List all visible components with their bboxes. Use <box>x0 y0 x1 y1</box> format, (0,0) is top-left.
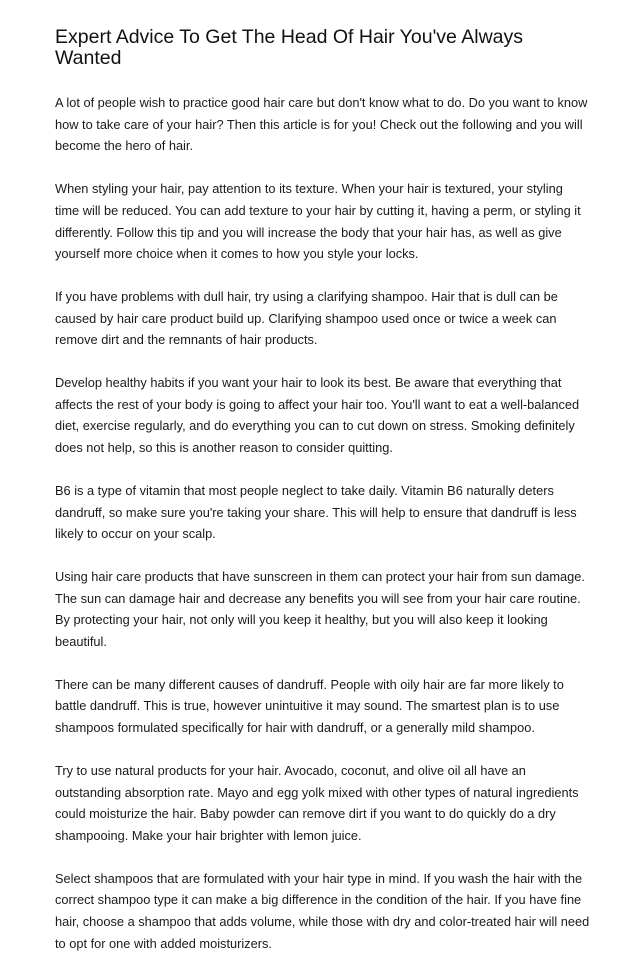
paragraph-clarifying-shampoo: If you have problems with dull hair, try using a clarifying shampoo. Hair that is dull can be caused by hair care product build up. Clarifying shampoo used once or twice a week can remove dirt and the remnants of hair products. <box>55 288 558 348</box>
paragraph-intro: A lot of people wish to practice good hair care but don't know what to do. Do you want to know how to take care of your hair? Then this article is for you! Check out the following and you will become the hero of hair. <box>55 95 588 154</box>
paragraph-vitamin-b6: B6 is a type of vitamin that most people neglect to take daily. Vitamin B6 naturally deters dandruff, so make sure you're taking your share. This will help to ensure that dandruff is less likely to occur on your scalp. <box>55 482 577 542</box>
paragraph-natural-products: Try to use natural products for your hair. Avocado, coconut, and olive oil all have an outstanding absorption rate. Mayo and egg yolk mixed with other types of natural ingredients could moisturize the hair. Baby powder can remove dirt if you want to do quickly do a dry shampooing. Make your hair brighter with lemon juice. <box>55 762 579 843</box>
paragraph-dandruff: There can be many different causes of dandruff. People with oily hair are far more likely to battle dandruff. This is true, however unintuitive it may sound. The smartest plan is to use shampoos formulated specifically for hair with dandruff, or a generally mild shampoo. <box>55 676 564 736</box>
paragraph-shampoo-type: Select shampoos that are formulated with your hair type in mind. If you wash the hair with the correct shampoo type it can make a big difference in the condition of the hair. If you have fine hair, choose a shampoo that adds volume, while those with dry and color-treated hair will need to opt for one with added moisturizers. <box>55 870 590 951</box>
paragraph-sunscreen: Using hair care products that have sunscreen in them can protect your hair from sun damage. The sun can damage hair and decrease any benefits you will see from your hair care routine. By protecting your hair, not only will you keep it healthy, but you will also keep it looking beautiful. <box>55 568 585 650</box>
document-page <box>55 0 590 976</box>
paragraph-healthy-habits: Develop healthy habits if you want your hair to look its best. Be aware that everything that affects the rest of your body is going to affect your hair too. You'll want to eat a well-balanced diet, exercise regularly, and do everything you can to cut down on stress. Smoking definitely does not help, so this is another reason to consider quitting. <box>55 375 580 456</box>
page-title: Expert Advice To Get The Head Of Hair You've Always Wanted <box>55 26 524 69</box>
paragraph-texture: When styling your hair, pay attention to its texture. When your hair is textured, your styling time will be reduced. You can add texture to your hair by cutting it, having a perm, or styling it differently. Follow this tip and you will increase the body that your hair has, as well as give yourself more choice when it comes to how you style your locks. <box>55 181 581 262</box>
article-body <box>55 92 590 955</box>
